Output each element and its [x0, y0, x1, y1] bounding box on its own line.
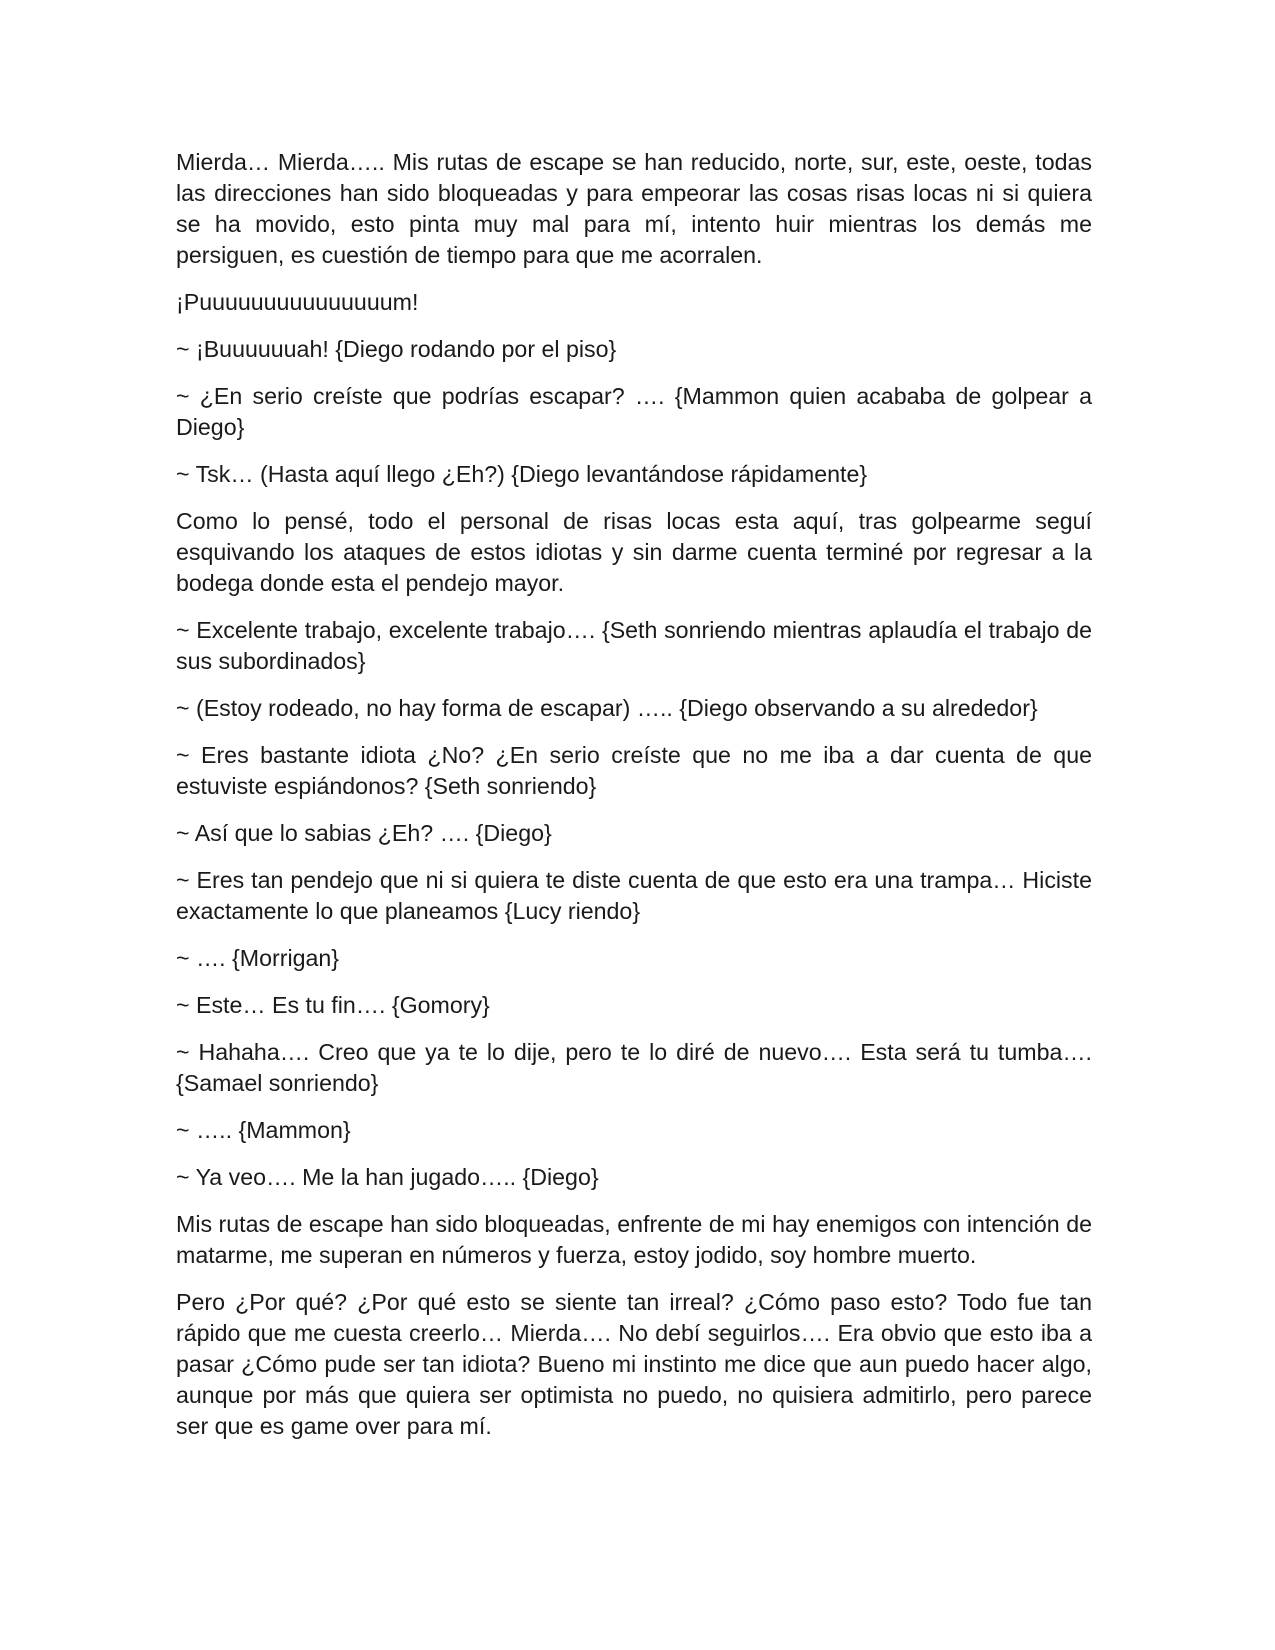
dialogue-line: ~ Este… Es tu fin…. {Gomory} [176, 992, 490, 1018]
dialogue-line: ~ ¿En serio creíste que podrías escapar? …. {Mammon quien acababa de golpear a Diego} [176, 383, 1092, 440]
dialogue-line: ~ ….. {Mammon} [176, 1117, 351, 1143]
narration-paragraph: Mis rutas de escape han sido bloqueadas, enfrente de mi hay enemigos con intención de matarme, me superan en números y fuerza, estoy jodido, soy hombre muerto. [176, 1211, 1092, 1268]
dialogue-line: ~ Tsk… (Hasta aquí llego ¿Eh?) {Diego levantándose rápidamente} [176, 461, 868, 487]
dialogue-line: ~ Hahaha…. Creo que ya te lo dije, pero te lo diré de nuevo…. Esta será tu tumba…. {Samael sonriendo} [176, 1039, 1092, 1096]
dialogue-line: ~ Ya veo…. Me la han jugado….. {Diego} [176, 1164, 599, 1190]
dialogue-line: ~ Eres bastante idiota ¿No? ¿En serio creíste que no me iba a dar cuenta de que estuviste espiándonos? {Seth sonriendo} [176, 742, 1092, 799]
dialogue-line: ~ Excelente trabajo, excelente trabajo…. {Seth sonriendo mientras aplaudía el trabajo de sus subordinados} [176, 617, 1092, 674]
narration-paragraph: Mierda… Mierda….. Mis rutas de escape se han reducido, norte, sur, este, oeste, todas las direcciones han sido bloqueadas y para empeorar las cosas risas locas ni si quiera se ha movido, esto pinta muy mal para mí, intento huir mientras los demás me persiguen, es cuestión de tiempo para que me acorralen. [176, 149, 1092, 268]
narration-paragraph: Pero ¿Por qué? ¿Por qué esto se siente tan irreal? ¿Cómo paso esto? Todo fue tan rápido que me cuesta creerlo… Mierda…. No debí seguirlos…. Era obvio que esto iba a pasar ¿Cómo pude ser tan idiota? Bueno mi instinto me dice que aun puedo hacer algo, aunque por más que quiera ser optimista no puedo, no quisiera admitirlo, pero parece ser que es game over para mí. [176, 1289, 1092, 1439]
dialogue-line: ~ Así que lo sabias ¿Eh? …. {Diego} [176, 820, 552, 846]
dialogue-line: ~ …. {Morrigan} [176, 945, 340, 971]
narration-paragraph: Como lo pensé, todo el personal de risas locas esta aquí, tras golpearme seguí esquivando los ataques de estos idiotas y sin darme cuenta terminé por regresar a la bodega donde esta el pendejo mayor. [176, 508, 1092, 596]
document-body [176, 147, 1092, 1458]
dialogue-line: ~ ¡Buuuuuuah! {Diego rodando por el piso} [176, 336, 617, 362]
sound-effect-line: ¡Puuuuuuuuuuuuuuum! [176, 289, 419, 315]
dialogue-line: ~ (Estoy rodeado, no hay forma de escapar) ….. {Diego observando a su alrededor} [176, 695, 1038, 721]
dialogue-line: ~ Eres tan pendejo que ni si quiera te diste cuenta de que esto era una trampa… Hiciste exactamente lo que planeamos {Lucy riendo} [176, 867, 1092, 924]
